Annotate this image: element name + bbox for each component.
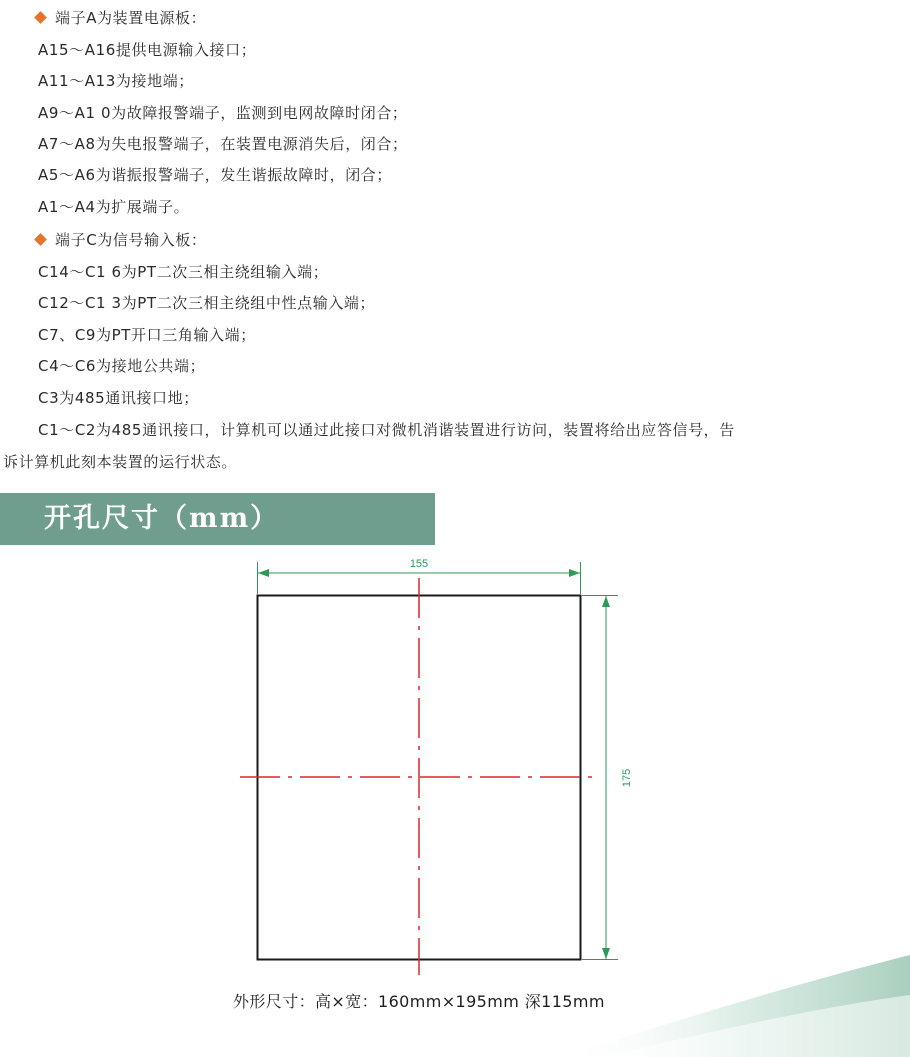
section-title: 开孔尺寸（mm） bbox=[44, 503, 280, 534]
terminal-a-line-4: A7～A8为失电报警端子，在装置电源消失后，闭合； bbox=[38, 135, 408, 153]
terminal-a-line-5: A5～A6为谐振报警端子，发生谐振故障时，闭合； bbox=[38, 166, 393, 184]
terminal-a-line-2: A11～A13为接地端； bbox=[38, 72, 194, 90]
terminal-a-line-3: A9～A1 0为故障报警端子，监测到电网故障时闭合； bbox=[38, 104, 408, 122]
width-label: 155 bbox=[409, 558, 429, 570]
width-arrow-right bbox=[569, 569, 580, 577]
width-arrow-left bbox=[258, 569, 269, 577]
terminal-c-line-4: C4～C6为接地公共端； bbox=[38, 357, 206, 375]
outline-dimensions-caption: 外形尺寸：高×宽：160mm×195mm 深115mm bbox=[233, 992, 605, 1011]
terminal-a-heading: 端子A为装置电源板： bbox=[36, 8, 206, 28]
terminal-c-paragraph-line-1: C1～C2为485通讯接口，计算机可以通过此接口对微机消谐装置进行访问，装置将给出应答信号，告 bbox=[38, 421, 735, 439]
terminal-c-line-2: C12～C1 3为PT二次三相主绕组中性点输入端； bbox=[38, 294, 376, 312]
terminal-a-line-6: A1～A4为扩展端子。 bbox=[38, 198, 190, 216]
height-label: 175 bbox=[621, 768, 633, 788]
terminal-c-paragraph-line-2: 诉计算机此刻本装置的运行状态。 bbox=[3, 453, 238, 471]
height-arrow-top bbox=[602, 596, 610, 607]
terminal-c-line-1: C14～C1 6为PT二次三相主绕组输入端； bbox=[38, 263, 329, 281]
terminal-a-line-1: A15～A16提供电源输入接口； bbox=[38, 41, 257, 59]
terminal-c-heading: 端子C为信号输入板： bbox=[36, 230, 206, 250]
terminal-c-line-3: C7、C9为PT开口三角输入端； bbox=[38, 326, 256, 344]
height-arrow-bottom bbox=[602, 948, 610, 959]
terminal-c-line-5: C3为485通讯接口地； bbox=[38, 389, 199, 407]
